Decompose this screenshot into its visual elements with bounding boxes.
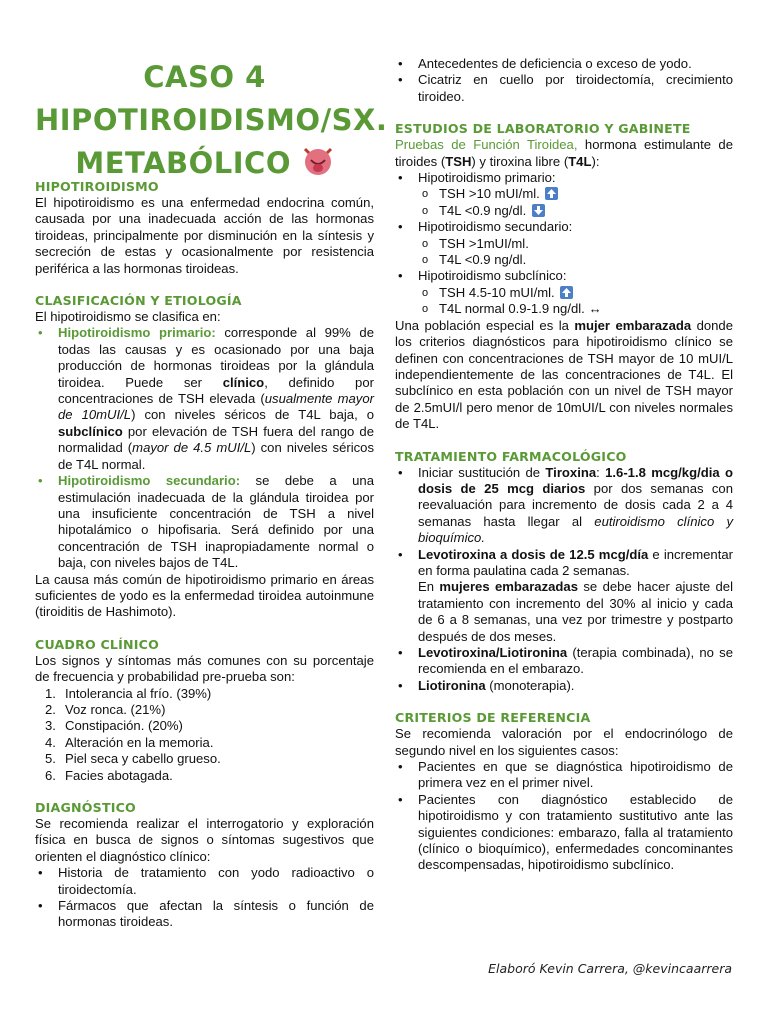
paragraph-embarazada: Una población especial es la mujer embarazada donde los criterios diagnósticos para hipotiroidismo clínico se definen con concentraciones de TSH mayor de 10 mUI/L independientemente de las concentraciones de T4L. El subclínico en esta población con un nivel de TSH mayor de 2.5mUI/l pero menor de 10mUI/L con niveles normales de T4L.	[395, 317, 733, 432]
list-item-liotironina: • Liotironina (monoterapia).	[395, 678, 733, 694]
list-subitem: o T4L <0.9 ng/dl.	[395, 252, 733, 268]
list-item: • Pacientes con diagnóstico establecido de hipotiroidismo y con tratamiento sustitutivo ante las siguientes condiciones: embarazo, falla al tratamiento (clínico o bioquímico), enfermedades concominantes descompensadas, hipotiroidismo subclínico.	[395, 792, 733, 874]
list-item-combinada: • Levotiroxina/Liotironina (terapia combinada), no se recomienda en el embarazo.	[395, 645, 733, 678]
tratamiento-list	[395, 465, 733, 695]
list-item-levotiroxina: • Levotiroxina a dosis de 12.5 mcg/día e incrementar en forma paulatina cada 2 semanas. En mujeres embarazadas se debe hacer ajuste del tratamiento con incremento del 30% al inicio y cada de 6 a 8 semanas, una vez por trimestre y postparto después de dos meses.	[395, 547, 733, 645]
list-subitem: o TSH 4.5-10 mUI/ml.	[395, 285, 733, 301]
list-item: 2. Voz ronca. (21%)	[45, 701, 166, 717]
paragraph-clasificacion: El hipotiroidismo se clasifica en:	[35, 309, 221, 325]
diagnostico-list-cont	[395, 56, 733, 105]
list-item: • Pacientes en que se diagnóstica hipotiroidismo de primera vez en el primer nivel.	[395, 759, 733, 792]
criterios-list	[395, 759, 733, 874]
heading-hipotiroidismo: HIPOTIROIDISMO	[35, 179, 159, 194]
list-item: • Hipotiroidismo primario:	[395, 170, 733, 186]
title-line-1: CASO 4	[143, 60, 266, 94]
list-item: • Fármacos que afectan la síntesis o función de hormonas tiroideas.	[35, 898, 374, 931]
list-item: • Hipotiroidismo subclínico:	[395, 268, 733, 284]
paragraph-cuadro: Los signos y síntomas más comunes con su porcentaje de frecuencia y probabilidad pre-prueba son:	[35, 652, 374, 685]
paragraph-laboratorio: Pruebas de Función Tiroidea, hormona estimulante de tiroides (TSH) y tiroxina libre (T4L):	[395, 137, 733, 169]
list-item: • Cicatriz en cuello por tiroidectomía, crecimiento tiroideo.	[395, 72, 733, 105]
list-subitem: o T4L normal 0.9-1.9 ng/dl. ↔	[395, 301, 733, 317]
heading-laboratorio: ESTUDIOS DE LABORATORIO Y GABINETE	[395, 121, 691, 137]
title-line-2: HIPOTIROIDISMO/SX.	[35, 103, 388, 137]
title-line-3-text: METABÓLICO	[75, 146, 291, 180]
paragraph-causa: La causa más común de hipotiroidismo primario en áreas suficientes de yodo es la enfermedad tiroidea autoinmune (tiroiditis de Hashimoto).	[35, 571, 374, 620]
author-signature: Elaboró Kevin Carrera, @kevincaarrera	[488, 961, 732, 976]
list-item: • Antecedentes de deficiencia o exceso de yodo.	[395, 56, 733, 72]
diagnostico-list	[35, 865, 374, 931]
document-title	[35, 56, 388, 188]
heading-clasificacion: CLASIFICACIÓN Y ETIOLOGÍA	[35, 293, 242, 309]
list-item: 1. Intolerancia al frío. (39%)	[45, 685, 212, 701]
left-column	[35, 179, 374, 931]
list-item: 5. Piel seca y cabello grueso.	[45, 751, 221, 767]
heading-tratamiento: TRATAMIENTO FARMACOLÓGICO	[395, 448, 627, 464]
paragraph-diagnostico: Se recomienda realizar el interrogatorio y exploración física en busca de signos o síntomas sugestivos que orienten el diagnóstico clínico:	[35, 816, 374, 864]
arrow-up-icon	[545, 187, 558, 200]
laboratorio-list	[395, 170, 733, 318]
heading-cuadro-clinico: CUADRO CLÍNICO	[35, 636, 159, 652]
list-item: 6. Facies abotagada.	[45, 767, 173, 783]
list-item-tiroxina: • Iniciar sustitución de Tiroxina: 1.6-1.8 mcg/kg/dia o dosis de 25 mcg diarios por dos semanas con reevaluación para incremento de dosis cada 2 a 4 semanas hasta llegar al eutiroidismo clínico y bioquímico.	[395, 465, 733, 547]
paragraph-definicion: El hipotiroidismo es una enfermedad endocrina común, causada por una inadecuada acción de las hormonas tiroideas, principalmente por disminución en la síntesis y secreción de estas y ocasionalmente por resistencia periférica a las hormonas tiroideas.	[35, 195, 374, 276]
list-item-secundario: • Hipotiroidismo secundario: se debe a una estimulación inadecuada de la glándula tiroidea por una insuficiente concentración de TSH a nivel hipotalámico o hipofisaria. Será definido por una concentración de TSH inapropiadamente normal o baja, con niveles bajos de T4L.	[35, 473, 374, 571]
list-item: • Historia de tratamiento con yodo radioactivo o tiroidectomía.	[35, 865, 374, 898]
clasificacion-list	[35, 325, 374, 571]
list-item: 4. Alteración en la memoria.	[45, 734, 214, 750]
heading-diagnostico: DIAGNÓSTICO	[35, 800, 136, 815]
right-column	[395, 56, 733, 874]
arrow-down-icon	[532, 204, 545, 217]
sintomas-list	[35, 686, 374, 784]
paragraph-criterios: Se recomienda valoración por el endocrinólogo de segundo nivel en los siguientes casos:	[395, 726, 733, 758]
list-subitem: o T4L <0.9 ng/dl.	[395, 203, 733, 219]
list-item: 3. Constipación. (20%)	[45, 718, 183, 734]
list-subitem: o TSH >10 mUI/ml.	[395, 186, 733, 202]
list-item-primario: • Hipotiroidismo primario: corresponde al 99% de todas las causas y es ocasionado por una baja producción de hormonas tiroideas por la glándula tiroidea. Puede ser clínico, definido por concentraciones de TSH elevada (usualmente mayor de 10mUI/L) con niveles séricos de T4L baja, o subclínico por elevación de TSH fuera del rango de normalidad (mayor de 4.5 mUI/L) con niveles séricos de T4L normal.	[35, 325, 374, 473]
arrow-up-icon	[560, 286, 573, 299]
heading-criterios: CRITERIOS DE REFERENCIA	[395, 710, 591, 726]
list-subitem: o TSH >1mUI/ml.	[395, 236, 733, 252]
list-item: • Hipotiroidismo secundario:	[395, 219, 733, 235]
